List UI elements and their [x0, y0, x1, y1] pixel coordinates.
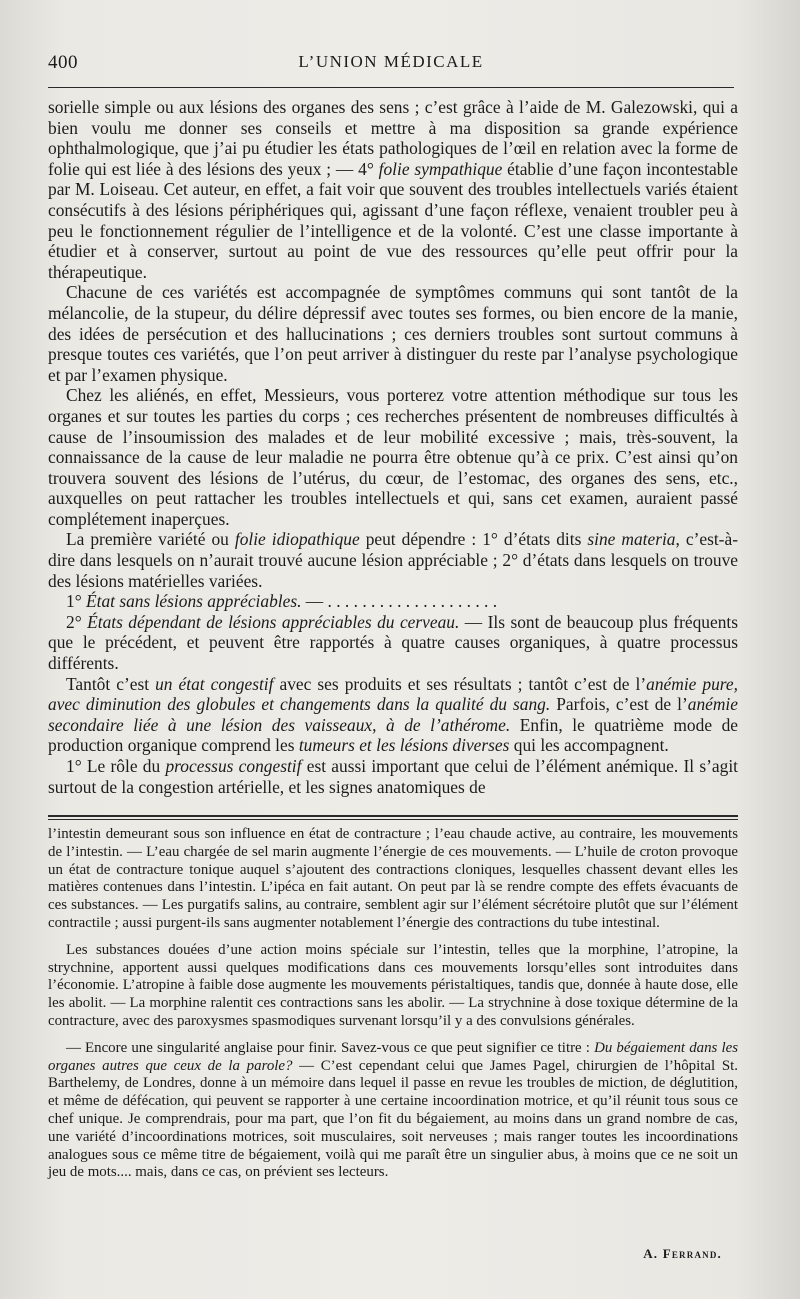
paragraph-8: 1° Le rôle du processus congestif est aussi important que celui de l’élément anémique. Il s’agit surtout de la congestion artérielle, et les signes anatomiques de: [48, 756, 738, 797]
paragraph-3: Chez les aliénés, en effet, Messieurs, vous porterez votre attention méthodique sur tous les organes et sur toutes les parties du corps ; ces recherches présentent de nombreuses difficultés à cause de l’insoumission des malades et de leur mobilité excessive ; mais, très-souvent, la connaissance de la cause de leur maladie ne pourra être obtenue qu’à ce prix. C’est ainsi qu’on trouvera souvent des lésions de l’utérus, du cœur, de l’estomac, des organes des sens, etc., auxquelles on peut rattacher les troubles intellectuels et qui, sans cet examen, auraient passé complétement inaperçues.: [48, 385, 738, 529]
page-header: [48, 52, 734, 82]
feuilleton-notes: [48, 826, 738, 1191]
note-paragraph-1: l’intestin demeurant sous son influence en état de contracture ; l’eau chaude active, au contraire, les mouvements de l’intestin. — L’eau chargée de sel marin augmente l’énergie de ces mouvements. — L’huile de croton provoque un état de contracture tonique auquel s’ajoutent des contractions cloniques, lesquelles chassent devant elles les matières contenues dans l’intestin. L’ipéca en fait autant. On peut par là se rendre compte des effets évacuants de ces substances. — Les purgatifs salins, au contraire, semblent agir sur l’élément sécrétoire plutôt que sur l’élément contractile ; aussi purgent-ils sans augmenter notablement l’énergie des contractions du tube intestinal.: [48, 826, 738, 931]
paragraph-5: 1° État sans lésions appréciables. — . . . . . . . . . . . . . . . . . . . .: [66, 591, 498, 612]
paragraph-2: Chacune de ces variétés est accompagnée de symptômes communs qui sont tantôt de la mélancolie, de la stupeur, du délire dépressif avec toutes ses formes, ou bien encore de la manie, des idées de persécution et des hallucinations ; ces derniers troubles sont surtout communs à presque toutes ces variétés, que l’on peut arriver à distinguer du reste par l’analyse psychologique et par l’examen physique.: [48, 282, 738, 385]
note-paragraph-3: — Encore une singularité anglaise pour finir. Savez-vous ce que peut signifier ce titre : Du bégaiement dans les organes autres que ceux de la parole? — C’est cependant celui que James Pagel, chirurgien de l’hôpital St. Barthelemy, de Londres, donne à un mémoire dans lequel il passe en revue les troubles de miction, de déglutition, et même de défécation, qui peuvent se rapporter à une certaine incoordination motrice, et qu’il réunit tous sous ce chef unique. Je comprendrais, pour ma part, que l’on fit du bégaiement, au moins dans un grand nombre de cas, une variété d’incoordinations motrices, soit musculaires, soit nerveuses ; mais ranger toutes les incoordinations analogues sous ce même titre de bégaiement, voilà qui me paraît être un singulier abus, à moins que ce ne soit un jeu de mots.... mais, dans ce cas, on prévient ses lecteurs.: [48, 1039, 739, 1181]
header-rule: [48, 87, 734, 88]
notes-rule: [48, 815, 738, 817]
paragraph-1: sorielle simple ou aux lésions des organes des sens ; c’est grâce à l’aide de M. Galezowski, qui a bien voulu me donner ses conseils et mettre à ma disposition sa grande expérience ophthalmologique, que j’ai pu étudier les états pathologiques de l’œil en relation avec la forme de folie qui est liée à des lésions des yeux ; — 4° folie sympathique établie d’une façon incontestable par M. Loiseau. Cet auteur, en effet, a fait voir que souvent des troubles intellectuels variés étaient consécutifs à des lésions périphériques qui, agissant d’une façon réflexe, venaient troubler peu à peu le fonctionnement régulier de l’intelligence et de la volonté. C’est une classe importante à étudier et à conserver, surtout au point de vue des ressources qu’elle peut offrir pour la thérapeutique.: [48, 97, 738, 282]
author-signature: A. Ferrand.: [643, 1246, 722, 1261]
main-text: [48, 97, 738, 797]
notes-rule-thin: [48, 819, 738, 820]
paragraph-6: 2° États dépendant de lésions appréciables du cerveau. — Ils sont de beaucoup plus fréquents que le précédent, et peuvent être rapportés à quatre causes organiques, à quatre processus différents.: [48, 611, 738, 674]
page-number: 400: [48, 52, 78, 73]
paragraph-4: La première variété ou folie idiopathique peut dépendre : 1° d’états dits sine materia, c’est-à-dire dans lesquels on n’aurait trouvé aucune lésion appréciable ; 2° d’états dans lesquels on trouve des lésions matérielles variées.: [48, 529, 738, 591]
note-paragraph-2: Les substances douées d’une action moins spéciale sur l’intestin, telles que la morphine, l’atropine, la strychnine, apportent aussi quelques modifications dans ces mouvements lorsqu’elles sont introduites dans l’économie. L’atropine à faible dose augmente les mouvements péristaltiques, tandis que, donnée à haute dose, elle les abolit. — La morphine ralentit ces contractions sans les abolir. — La strychnine à dose toxique détermine de la contracture, avec des paroxysmes spasmodiques survenant lorsqu’il y a des convulsions générales.: [48, 941, 738, 1029]
paragraph-7: Tantôt c’est un état congestif avec ses produits et ses résultats ; tantôt c’est de l’anémie pure, avec diminution des globules et changements dans la qualité du sang. Parfois, c’est de l’anémie secondaire liée à une lésion des vaisseaux, à de l’athérome. Enfin, le quatrième mode de production organique comprend les tumeurs et les lésions diverses qui les accompagnent.: [48, 673, 739, 756]
running-title: L’UNION MÉDICALE: [298, 52, 484, 71]
